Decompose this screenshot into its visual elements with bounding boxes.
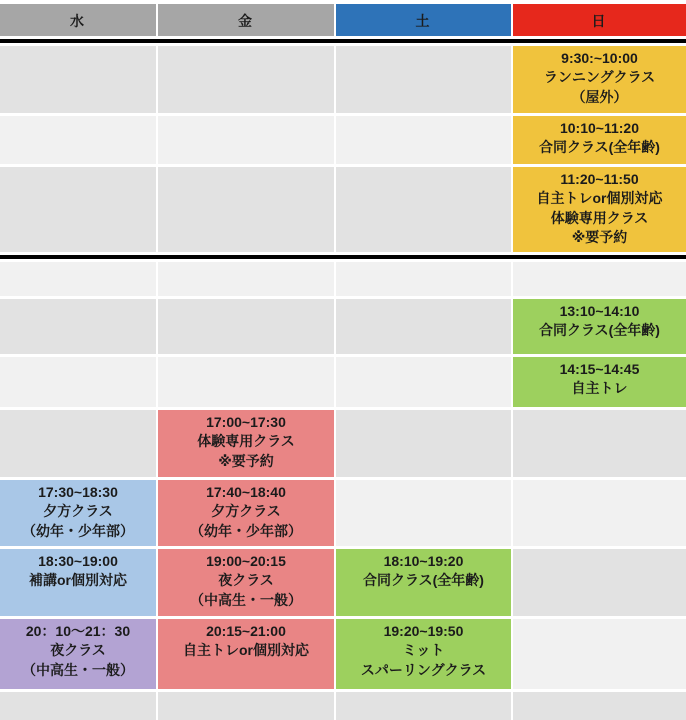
empty-cell <box>513 619 686 689</box>
schedule-row <box>0 480 686 546</box>
class-time: 13:10~14:10 <box>559 303 640 319</box>
class-cell <box>513 116 686 164</box>
empty-cell <box>0 299 156 354</box>
schedule-row <box>0 116 686 164</box>
empty-cell <box>158 262 334 296</box>
schedule-row <box>0 619 686 689</box>
empty-cell <box>0 410 156 477</box>
empty-cell <box>336 167 511 252</box>
class-label: 合同クラス(全年齢) <box>539 322 660 339</box>
schedule-row <box>0 357 686 407</box>
class-cell <box>158 549 334 616</box>
empty-cell <box>336 410 511 477</box>
empty-cell <box>158 46 334 113</box>
empty-cell <box>336 357 511 407</box>
class-time: 20：10～21：30 <box>25 623 131 639</box>
class-time: 14:15~14:45 <box>559 361 640 377</box>
class-label: 夜クラス <box>50 642 106 659</box>
class-label: （中高生・一般） <box>22 661 134 678</box>
empty-cell <box>513 692 686 720</box>
empty-cell <box>158 116 334 164</box>
schedule-row <box>0 299 686 354</box>
class-cell <box>0 480 156 546</box>
class-cell <box>336 619 511 689</box>
class-cell <box>0 549 156 616</box>
class-label: 夕方クラス <box>43 503 113 520</box>
class-time: 18:30~19:00 <box>38 553 118 569</box>
class-time: 20:15~21:00 <box>206 623 286 639</box>
class-time: 19:20~19:50 <box>383 623 464 639</box>
empty-cell <box>336 299 511 354</box>
class-label: 自主トレor個別対応 <box>536 190 663 207</box>
empty-cell <box>336 692 511 720</box>
section-divider <box>0 255 686 259</box>
class-time: 17:00~17:30 <box>206 414 286 430</box>
day-label: 日 <box>591 12 608 29</box>
class-label: 夕方クラス <box>211 503 281 520</box>
class-label: 自主トレor個別対応 <box>183 642 309 659</box>
schedule-row <box>0 262 686 296</box>
day-header-sun <box>513 4 686 36</box>
class-label: （幼年・少年部） <box>22 522 134 539</box>
class-label: 体験専用クラス <box>550 209 649 226</box>
schedule-row <box>0 692 686 720</box>
day-header-sat <box>336 4 511 36</box>
empty-cell <box>336 46 511 113</box>
empty-cell <box>336 116 511 164</box>
class-label: 夜クラス <box>218 572 274 589</box>
empty-cell <box>513 410 686 477</box>
class-time: 10:10~11:20 <box>559 120 640 136</box>
header-divider <box>0 39 686 43</box>
class-time: 9:30:~10:00 <box>561 50 638 66</box>
day-label: 金 <box>238 12 254 29</box>
class-label: 体験専用クラス <box>197 433 295 450</box>
schedule-row <box>0 167 686 252</box>
class-cell <box>336 549 511 616</box>
schedule-row <box>0 46 686 113</box>
empty-cell <box>0 46 156 113</box>
class-label: ミット <box>402 642 445 659</box>
class-cell <box>158 480 334 546</box>
class-label: 自主トレ <box>571 380 628 397</box>
class-time: 17:40~18:40 <box>206 484 286 500</box>
class-time: 19:00~20:15 <box>206 553 286 569</box>
class-time: 18:10~19:20 <box>383 553 464 569</box>
empty-cell <box>513 549 686 616</box>
day-header-row <box>0 4 686 36</box>
class-label: ※要予約 <box>218 452 274 469</box>
empty-cell <box>0 167 156 252</box>
class-cell <box>513 167 686 252</box>
schedule-row <box>0 549 686 616</box>
class-label: スパーリングクラス <box>360 661 487 678</box>
class-label: 合同クラス(全年齢) <box>539 139 660 156</box>
empty-cell <box>0 692 156 720</box>
class-cell <box>513 357 686 407</box>
day-header-wed <box>0 4 156 36</box>
class-cell <box>513 299 686 354</box>
class-label: 補講or個別対応 <box>29 572 127 589</box>
class-label: （屋外） <box>571 88 628 105</box>
class-cell <box>158 410 334 477</box>
empty-cell <box>158 357 334 407</box>
class-label: （幼年・少年部） <box>190 522 302 539</box>
empty-cell <box>158 299 334 354</box>
class-cell <box>158 619 334 689</box>
class-time: 17:30~18:30 <box>38 484 118 500</box>
empty-cell <box>336 480 511 546</box>
class-cell <box>0 619 156 689</box>
class-label: 合同クラス(全年齢) <box>363 572 484 589</box>
empty-cell <box>158 167 334 252</box>
empty-cell <box>0 357 156 407</box>
empty-cell <box>336 262 511 296</box>
class-label: ランニングクラス <box>543 69 656 86</box>
empty-cell <box>0 116 156 164</box>
day-label: 土 <box>415 12 432 29</box>
day-header-fri <box>158 4 334 36</box>
empty-cell <box>0 262 156 296</box>
class-label: ※要予約 <box>571 228 628 245</box>
empty-cell <box>513 480 686 546</box>
class-label: （中高生・一般） <box>190 591 302 608</box>
class-time: 11:20~11:50 <box>560 171 639 187</box>
empty-cell <box>158 692 334 720</box>
empty-cell <box>513 262 686 296</box>
day-label: 水 <box>70 12 86 29</box>
schedule-row <box>0 410 686 477</box>
class-cell <box>513 46 686 113</box>
